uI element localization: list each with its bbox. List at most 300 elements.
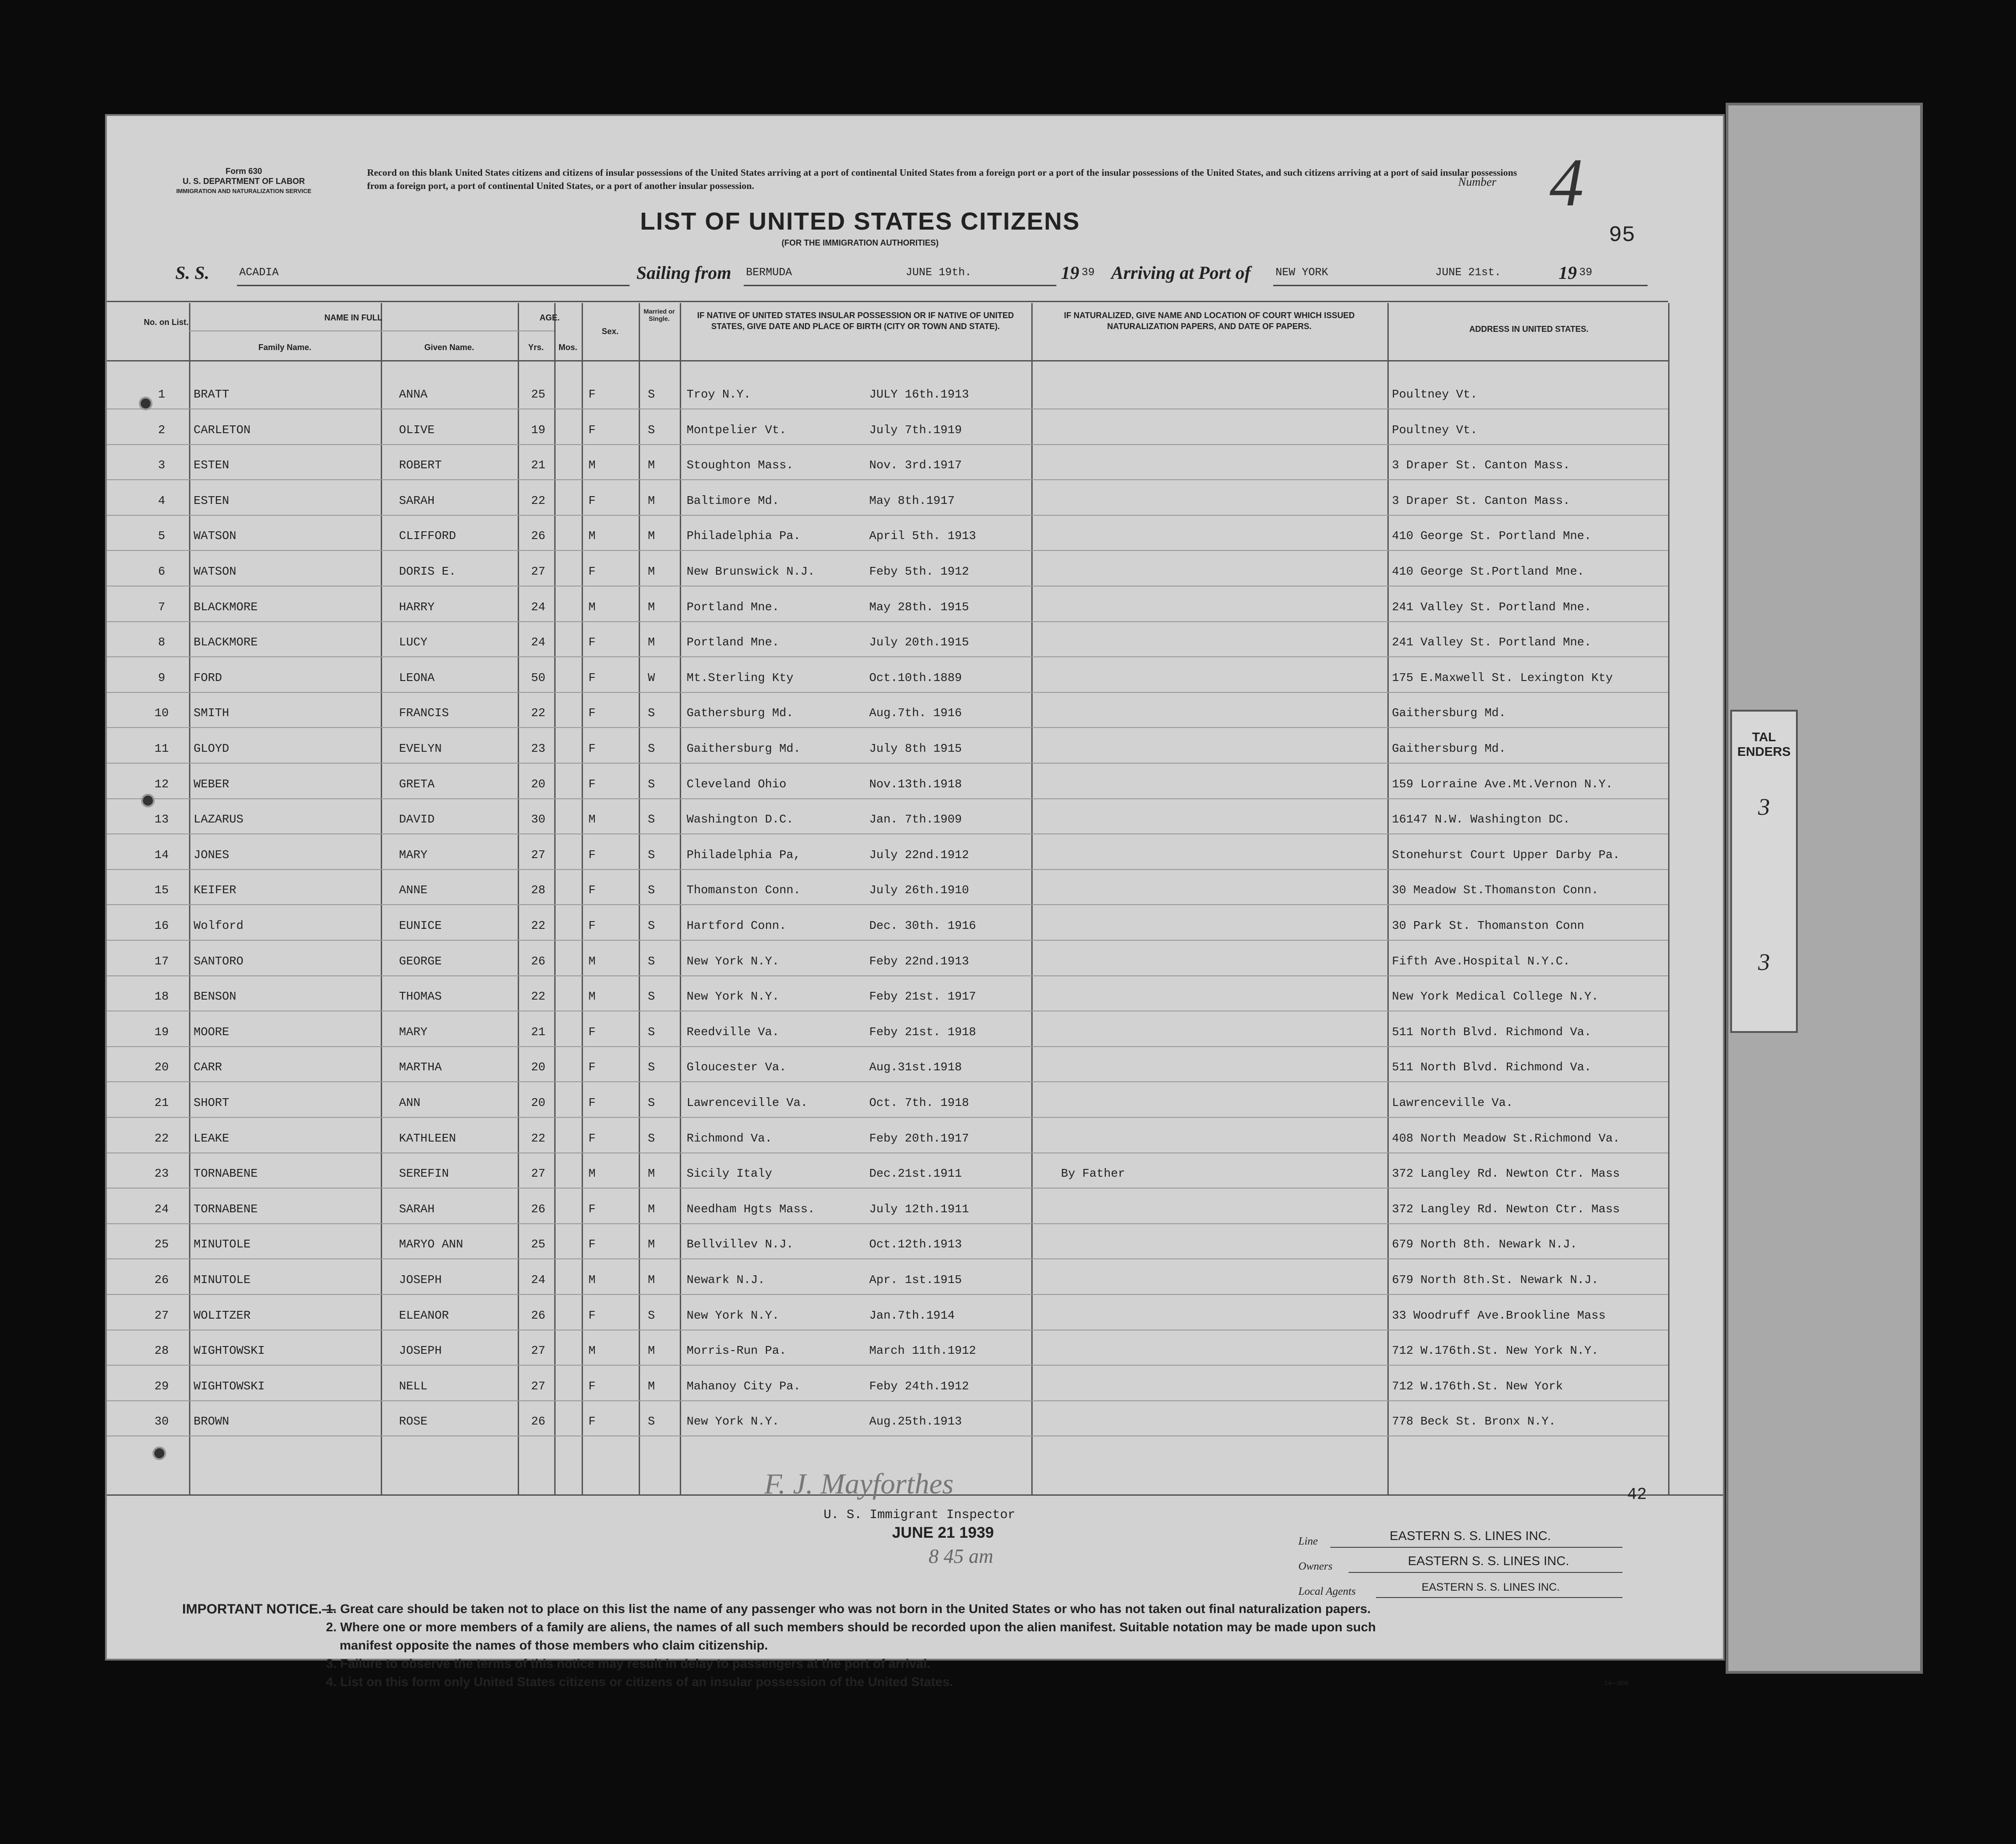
- row-number: 28: [154, 1344, 169, 1358]
- birthdate: Nov. 3rd.1917: [869, 458, 962, 472]
- row-number: 24: [154, 1202, 169, 1216]
- sex: F: [588, 671, 596, 685]
- naturalization: By Father: [1061, 1167, 1125, 1181]
- marital-status: S: [648, 777, 655, 791]
- given-name: JOSEPH: [399, 1344, 442, 1358]
- given-name: DORIS E.: [399, 565, 456, 578]
- ss-label: S. S.: [175, 262, 210, 283]
- address: 679 North 8th. Newark N.J.: [1392, 1237, 1577, 1252]
- arrive-year: 39: [1579, 267, 1592, 279]
- address: 3 Draper St. Canton Mass.: [1392, 458, 1570, 472]
- birthdate: Jan.7th.1914: [869, 1308, 955, 1322]
- birthdate: Oct.10th.1889: [869, 671, 962, 685]
- marital-status: M: [648, 1379, 655, 1393]
- address: 511 North Blvd. Richmond Va.: [1392, 1060, 1591, 1074]
- row-number: 13: [154, 812, 169, 827]
- address: 16147 N.W. Washington DC.: [1392, 812, 1570, 827]
- table-row: [107, 515, 1668, 550]
- birthdate: Jan. 7th.1909: [869, 812, 962, 827]
- birthdate: July 26th.1910: [869, 883, 969, 897]
- age: 22: [531, 706, 546, 720]
- line-label: Line: [1298, 1535, 1318, 1547]
- page-subtitle: (FOR THE IMMIGRATION AUTHORITIES): [782, 238, 939, 247]
- row-number: 6: [158, 565, 165, 578]
- age: 27: [531, 1344, 546, 1358]
- table-row: [107, 905, 1668, 940]
- row-number: 2: [158, 423, 165, 437]
- birthdate: April 5th. 1913: [869, 529, 976, 543]
- number-label: Number: [1458, 175, 1496, 189]
- table-row: [107, 941, 1668, 976]
- address: Poultney Vt.: [1392, 388, 1478, 401]
- family-name: MINUTOLE: [194, 1273, 251, 1287]
- birthdate: July 8th 1915: [869, 742, 962, 755]
- sex: F: [588, 883, 596, 897]
- address: New York Medical College N.Y.: [1392, 990, 1599, 1004]
- birthplace: Cleveland Ohio: [687, 777, 787, 791]
- birthplace: Reedville Va.: [687, 1025, 779, 1039]
- row-number: 8: [158, 635, 165, 650]
- sex: F: [588, 1414, 596, 1429]
- age: 26: [531, 1414, 546, 1429]
- owners-value: EASTERN S. S. LINES INC.: [1408, 1554, 1570, 1568]
- col-header-age: AGE.: [539, 313, 560, 322]
- birthplace: Mahanoy City Pa.: [687, 1379, 801, 1393]
- line-underline: [1330, 1547, 1622, 1548]
- marital-status: M: [648, 493, 655, 508]
- family-name: SHORT: [194, 1096, 230, 1110]
- birthplace: Newark N.J.: [687, 1273, 765, 1287]
- age: 26: [531, 1308, 546, 1322]
- row-number: 25: [154, 1237, 169, 1252]
- table-row: [107, 1153, 1668, 1188]
- age: 22: [531, 493, 546, 508]
- address: 241 Valley St. Portland Mne.: [1392, 635, 1591, 650]
- birthplace: Thomanston Conn.: [687, 883, 801, 897]
- tally-tab: [1730, 710, 1798, 1033]
- sex: M: [588, 990, 596, 1004]
- marital-status: W: [648, 671, 655, 685]
- table-row: [107, 622, 1668, 657]
- age: 21: [531, 458, 546, 472]
- address: 712 W.176th.St. New York N.Y.: [1392, 1344, 1599, 1358]
- row-number: 18: [154, 990, 169, 1004]
- inspector-signature: F. J. Mayforthes: [764, 1467, 954, 1500]
- manifest-page: [105, 114, 1725, 1689]
- table-row: [107, 870, 1668, 905]
- birthplace: Portland Mne.: [687, 600, 779, 614]
- number-value: 4: [1549, 145, 1584, 220]
- sex: F: [588, 919, 596, 932]
- table-row: [107, 1118, 1668, 1153]
- sex: F: [588, 388, 596, 401]
- age: 20: [531, 1060, 546, 1074]
- table-row: [107, 1082, 1668, 1117]
- family-name: BRATT: [194, 388, 230, 401]
- birthplace: Portland Mne.: [687, 635, 779, 650]
- form-identifier: [134, 166, 353, 196]
- birthdate: May 8th.1917: [869, 493, 955, 508]
- col-header-yrs: Yrs.: [528, 343, 544, 352]
- row-number: 5: [158, 529, 165, 543]
- family-name: Wolford: [194, 919, 244, 932]
- row-number: 27: [154, 1308, 169, 1322]
- sex: F: [588, 565, 596, 578]
- birthplace: Gloucester Va.: [687, 1060, 787, 1074]
- birthdate: Feby 22nd.1913: [869, 954, 969, 968]
- given-name: LUCY: [399, 635, 428, 650]
- row-number: 1: [158, 388, 165, 401]
- birthdate: July 7th.1919: [869, 423, 962, 437]
- marital-status: M: [648, 635, 655, 650]
- tally-value: 3: [1758, 949, 1770, 975]
- age: 22: [531, 1131, 546, 1145]
- arrival-stamp-time: 8 45 am: [929, 1545, 993, 1567]
- sex: F: [588, 423, 596, 437]
- age: 50: [531, 671, 546, 685]
- to-underline: [1273, 285, 1648, 286]
- address: 30 Park St. Thomanston Conn: [1392, 919, 1585, 932]
- birthdate: Feby 5th. 1912: [869, 565, 969, 578]
- owners-label: Owners: [1298, 1561, 1333, 1572]
- row-number: 30: [154, 1414, 169, 1429]
- family-name: SMITH: [194, 706, 230, 720]
- column-rule: [1668, 303, 1670, 1494]
- birthplace: New York N.Y.: [687, 990, 779, 1004]
- row-number: 9: [158, 671, 165, 685]
- birthdate: July 12th.1911: [869, 1202, 969, 1216]
- row-number: 17: [154, 954, 169, 968]
- punch-hole-mark: [141, 794, 155, 807]
- marital-status: S: [648, 1096, 655, 1110]
- birthdate: July 22nd.1912: [869, 848, 969, 862]
- given-name: ELEANOR: [399, 1308, 449, 1322]
- arrival-stamp-date: JUNE 21 1939: [892, 1524, 994, 1541]
- sex: M: [588, 954, 596, 968]
- family-name: WATSON: [194, 565, 236, 578]
- sex: M: [588, 1273, 596, 1287]
- ship-name: ACADIA: [239, 267, 279, 279]
- name-subrule: [189, 330, 554, 331]
- given-name: SARAH: [399, 1202, 435, 1216]
- birthplace: Mt.Sterling Kty: [687, 671, 794, 685]
- notice-title: IMPORTANT NOTICE.—: [182, 1602, 336, 1617]
- sex: M: [588, 600, 596, 614]
- birthdate: March 11th.1912: [869, 1344, 976, 1358]
- table-row: [107, 480, 1668, 515]
- birthplace: Baltimore Md.: [687, 493, 779, 508]
- address: Gaithersburg Md.: [1392, 742, 1506, 755]
- given-name: MARTHA: [399, 1060, 442, 1074]
- address: Poultney Vt.: [1392, 423, 1478, 437]
- given-name: ANN: [399, 1096, 420, 1110]
- age: 21: [531, 1025, 546, 1039]
- age: 27: [531, 1167, 546, 1181]
- col-header-sex: Sex.: [601, 327, 619, 336]
- given-name: ROBERT: [399, 458, 442, 472]
- given-name: CLIFFORD: [399, 529, 456, 543]
- family-name: TORNABENE: [194, 1202, 258, 1216]
- age: 28: [531, 883, 546, 897]
- address: 408 North Meadow St.Richmond Va.: [1392, 1131, 1620, 1145]
- given-name: HARRY: [399, 600, 435, 614]
- row-number: 14: [154, 848, 169, 862]
- age: 24: [531, 600, 546, 614]
- family-name: BROWN: [194, 1414, 230, 1429]
- table-row: [107, 1224, 1668, 1259]
- birthplace: Richmond Va.: [687, 1131, 772, 1145]
- sex: F: [588, 706, 596, 720]
- family-name: TORNABENE: [194, 1167, 258, 1181]
- given-name: ANNA: [399, 388, 428, 401]
- given-name: DAVID: [399, 812, 435, 827]
- given-name: MARYO ANN: [399, 1237, 463, 1252]
- birthplace: Morris-Run Pa.: [687, 1344, 787, 1358]
- family-name: WIGHTOWSKI: [194, 1344, 265, 1358]
- family-name: BENSON: [194, 990, 236, 1004]
- given-name: LEONA: [399, 671, 435, 685]
- arrive-date: JUNE 21st.: [1435, 267, 1502, 279]
- table-row: [107, 799, 1668, 834]
- given-name: GRETA: [399, 777, 435, 791]
- family-name: KEIFER: [194, 883, 236, 897]
- birthdate: Oct. 7th. 1918: [869, 1096, 969, 1110]
- notice-item: manifest opposite the names of those members who claim citizenship.: [340, 1638, 768, 1652]
- sex: F: [588, 1202, 596, 1216]
- birthplace: Hartford Conn.: [687, 919, 787, 932]
- table-row: [107, 976, 1668, 1011]
- birthdate: May 28th. 1915: [869, 600, 969, 614]
- age: 22: [531, 919, 546, 932]
- age: 25: [531, 388, 546, 401]
- sheet-number: 95: [1609, 223, 1635, 248]
- family-name: LAZARUS: [194, 812, 244, 827]
- birthplace: New York N.Y.: [687, 1308, 779, 1322]
- marital-status: M: [648, 565, 655, 578]
- address: Stonehurst Court Upper Darby Pa.: [1392, 848, 1620, 862]
- marital-status: S: [648, 1414, 655, 1429]
- sex: F: [588, 777, 596, 791]
- marital-status: M: [648, 1202, 655, 1216]
- row-number: 22: [154, 1131, 169, 1145]
- address: 30 Meadow St.Thomanston Conn.: [1392, 883, 1599, 897]
- sex: F: [588, 1025, 596, 1039]
- department: U. S. DEPARTMENT OF LABOR: [183, 177, 305, 186]
- birthplace: Troy N.Y.: [687, 388, 751, 401]
- marital-status: M: [648, 1273, 655, 1287]
- form-code: 14—908: [1604, 1679, 1628, 1687]
- birthplace: Sicily Italy: [687, 1167, 772, 1181]
- col-header-naturalized: IF NATURALIZED, GIVE NAME AND LOCATION OF COURT WHICH ISSUED NATURALIZATION PAPERS, AND DATE OF PAPERS.: [1064, 311, 1355, 331]
- age: 24: [531, 1273, 546, 1287]
- age: 27: [531, 1379, 546, 1393]
- birthdate: Nov.13th.1918: [869, 777, 962, 791]
- birthplace: Montpelier Vt.: [687, 423, 787, 437]
- row-number: 23: [154, 1167, 169, 1181]
- family-name: CARLETON: [194, 423, 251, 437]
- sex: M: [588, 529, 596, 543]
- marital-status: S: [648, 1131, 655, 1145]
- marital-status: S: [648, 1025, 655, 1039]
- row-number: 16: [154, 919, 169, 932]
- birthdate: Aug.25th.1913: [869, 1414, 962, 1429]
- given-name: SARAH: [399, 493, 435, 508]
- notice-item: 4. List on this form only United States citizens or citizens of an insular possession of the United States.: [326, 1675, 953, 1689]
- given-name: NELL: [399, 1379, 428, 1393]
- marital-status: S: [648, 990, 655, 1004]
- given-name: MARY: [399, 848, 428, 862]
- marital-status: S: [648, 1308, 655, 1322]
- table-top-rule: [107, 301, 1668, 302]
- row-number: 15: [154, 883, 169, 897]
- sex: F: [588, 742, 596, 755]
- sex: F: [588, 1237, 596, 1252]
- birthplace: Washington D.C.: [687, 812, 794, 827]
- age: 20: [531, 777, 546, 791]
- marital-status: M: [648, 600, 655, 614]
- table-row: [107, 764, 1668, 799]
- address: Gaithersburg Md.: [1392, 706, 1506, 720]
- birthdate: Feby 21st. 1918: [869, 1025, 976, 1039]
- birthdate: July 20th.1915: [869, 635, 969, 650]
- given-name: THOMAS: [399, 990, 442, 1004]
- birthplace: New York N.Y.: [687, 1414, 779, 1429]
- table-row: [107, 1189, 1668, 1224]
- table-row: [107, 692, 1668, 728]
- family-name: SANTORO: [194, 954, 244, 968]
- birthdate: Dec.21st.1911: [869, 1167, 962, 1181]
- age: 26: [531, 954, 546, 968]
- birthplace: New York N.Y.: [687, 954, 779, 968]
- col-header-birth: IF NATIVE OF UNITED STATES INSULAR POSSESSION OR IF NATIVE OF UNITED STATES, GIVE DATE AND PLACE OF BIRTH (CITY OR TOWN AND STATE).: [697, 311, 1014, 331]
- row-number: 29: [154, 1379, 169, 1393]
- family-name: JONES: [194, 848, 230, 862]
- col-header-married: Married or Single.: [643, 308, 675, 322]
- table-row: [107, 1401, 1668, 1436]
- notice-item: 1. Great care should be taken not to place on this list the name of any passenger who was not born in the United States or who has not taken out final naturalization papers.: [326, 1602, 1371, 1616]
- date-underline: [901, 285, 1056, 286]
- sex: F: [588, 1379, 596, 1393]
- row-number: 20: [154, 1060, 169, 1074]
- ship-underline: [237, 285, 630, 286]
- birthplace: Stoughton Mass.: [687, 458, 794, 472]
- birthplace: Philadelphia Pa.: [687, 529, 801, 543]
- marital-status: S: [648, 1060, 655, 1074]
- age: 26: [531, 1202, 546, 1216]
- table-row: [107, 1259, 1668, 1294]
- row-number: 4: [158, 493, 165, 508]
- marital-status: M: [648, 1167, 655, 1181]
- marital-status: M: [648, 458, 655, 472]
- agents-value: EASTERN S. S. LINES INC.: [1422, 1581, 1560, 1593]
- table-row: [107, 374, 1668, 409]
- family-name: ESTEN: [194, 493, 230, 508]
- marital-status: S: [648, 919, 655, 932]
- family-name: ESTEN: [194, 458, 230, 472]
- row-number: 3: [158, 458, 165, 472]
- sex: M: [588, 458, 596, 472]
- given-name: FRANCIS: [399, 706, 449, 720]
- agents-label: Local Agents: [1298, 1586, 1356, 1598]
- given-name: EUNICE: [399, 919, 442, 932]
- table-row: [107, 1011, 1668, 1047]
- birthplace: Philadelphia Pa,: [687, 848, 801, 862]
- age: 25: [531, 1237, 546, 1252]
- age: 27: [531, 565, 546, 578]
- sex: F: [588, 1096, 596, 1110]
- from-port: BERMUDA: [746, 267, 792, 279]
- sex: F: [588, 493, 596, 508]
- family-name: WEBER: [194, 777, 230, 791]
- table-header-rule: [107, 360, 1668, 361]
- age: 27: [531, 848, 546, 862]
- given-name: ANNE: [399, 883, 428, 897]
- address: 175 E.Maxwell St. Lexington Kty: [1392, 671, 1613, 685]
- address: 372 Langley Rd. Newton Ctr. Mass: [1392, 1167, 1620, 1181]
- address: 372 Langley Rd. Newton Ctr. Mass: [1392, 1202, 1620, 1216]
- row-number: 26: [154, 1273, 169, 1287]
- marital-status: S: [648, 954, 655, 968]
- sail-year: 39: [1082, 267, 1095, 279]
- row-number: 19: [154, 1025, 169, 1039]
- notice-item: 2. Where one or more members of a family are aliens, the names of all such members should be recorded upon the alien manifest. Suitable notation may be made upon such: [326, 1620, 1376, 1634]
- marital-status: S: [648, 423, 655, 437]
- row-rule: [107, 1435, 1668, 1436]
- table-row: [107, 551, 1668, 586]
- sex: M: [588, 1344, 596, 1358]
- agents-underline: [1376, 1597, 1622, 1598]
- row-number: 10: [154, 706, 169, 720]
- family-name: WOLITZER: [194, 1308, 251, 1322]
- row-number: 7: [158, 600, 165, 614]
- owners-underline: [1349, 1572, 1622, 1573]
- family-name: WIGHTOWSKI: [194, 1379, 265, 1393]
- birthdate: Feby 20th.1917: [869, 1131, 969, 1145]
- family-name: BLACKMORE: [194, 635, 258, 650]
- birthdate: Aug.7th. 1916: [869, 706, 962, 720]
- marital-status: S: [648, 742, 655, 755]
- col-header-name: NAME IN FULL: [324, 313, 383, 322]
- col-header-no: No. on List.: [144, 318, 189, 327]
- sex: F: [588, 848, 596, 862]
- table-row: [107, 1295, 1668, 1330]
- inspector-title: U. S. Immigrant Inspector: [824, 1508, 1016, 1522]
- birthdate: JULY 16th.1913: [869, 388, 969, 401]
- birthdate: Feby 24th.1912: [869, 1379, 969, 1393]
- family-name: FORD: [194, 671, 222, 685]
- age: 23: [531, 742, 546, 755]
- year-prefix: 19: [1559, 262, 1577, 283]
- form-number: Form 630: [225, 167, 262, 176]
- table-row: [107, 587, 1668, 622]
- punch-hole-mark: [139, 397, 152, 410]
- family-name: WATSON: [194, 529, 236, 543]
- table-row: [107, 409, 1668, 445]
- birthplace: Bellvillev N.J.: [687, 1237, 794, 1252]
- arriving-label: Arriving at Port of: [1111, 262, 1251, 283]
- row-number: 21: [154, 1096, 169, 1110]
- address: 511 North Blvd. Richmond Va.: [1392, 1025, 1591, 1039]
- row-number: 11: [154, 742, 169, 755]
- address: 410 George St.Portland Mne.: [1392, 565, 1585, 578]
- birthdate: Feby 21st. 1917: [869, 990, 976, 1004]
- given-name: EVELYN: [399, 742, 442, 755]
- address: 679 North 8th.St. Newark N.J.: [1392, 1273, 1599, 1287]
- family-name: MINUTOLE: [194, 1237, 251, 1252]
- line-value: EASTERN S. S. LINES INC.: [1390, 1529, 1551, 1543]
- family-name: LEAKE: [194, 1131, 230, 1145]
- sex: M: [588, 812, 596, 827]
